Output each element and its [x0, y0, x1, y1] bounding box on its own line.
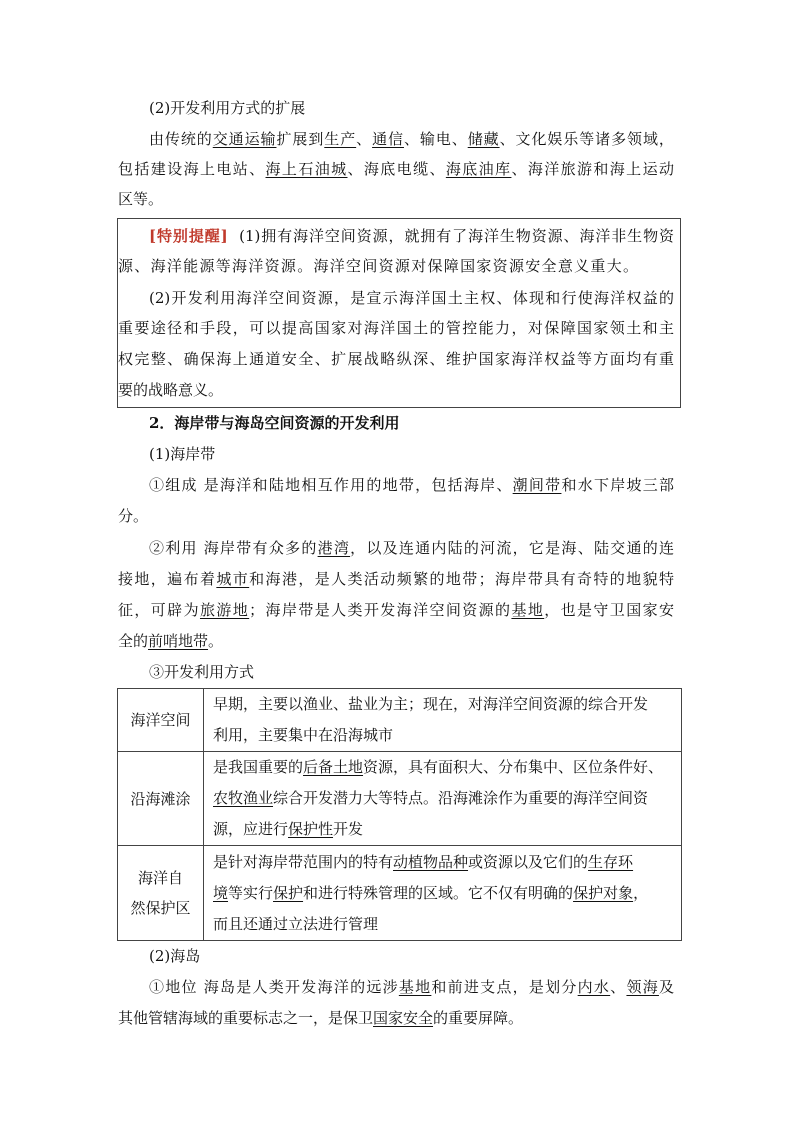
text-run: (1)拥有海洋空间资源，就拥有了海洋生物资源、海洋非生物资	[239, 227, 674, 245]
text-run: 和前进支点，是划分	[431, 978, 578, 996]
text-run: 、	[610, 978, 627, 996]
underlined-term: 保护性	[288, 820, 334, 838]
cell-line: 然保护区	[130, 899, 191, 917]
table-row-content	[204, 752, 682, 846]
subheading-development-methods: ③开发利用方式	[149, 663, 255, 681]
underlined-term: 通信	[372, 130, 404, 148]
text-run: ；海岸带是人类开发海洋空间资源的	[249, 601, 512, 619]
cell-line	[213, 752, 673, 783]
note-line-5: 权完整、确保海上通道安全、扩展战略纵深、维护国家海洋权益等方面均有重	[118, 350, 674, 368]
underlined-term: 内水	[577, 978, 611, 996]
underlined-term: 国家安全	[373, 1009, 434, 1027]
underlined-term: 生产	[324, 130, 357, 148]
text-run: 和海港，是人类活动频繁的地带；海岸带具有奇特的地貌特	[249, 570, 674, 588]
text-run: ，以及连通内陆的河流，它是海、陆交通的连	[350, 539, 674, 557]
text-run: 和进行特殊管理的区域。它不仅有明确的	[303, 883, 574, 902]
special-reminder-tag: [特别提醒]	[149, 227, 228, 245]
table-row-header: 沿海滩涂	[118, 752, 204, 846]
underlined-term: 港湾	[317, 539, 351, 557]
text-run: 、输电、	[403, 130, 468, 148]
utilization-line-2	[118, 569, 674, 589]
text-run: 或资源以及它们的	[468, 852, 589, 871]
text-run: 是我国重要的	[213, 758, 304, 776]
cell-line	[213, 814, 673, 845]
table-row-content	[204, 689, 682, 752]
text-run: 是针对海岸带范围内的特有	[213, 852, 394, 871]
underlined-term: 旅游地	[199, 601, 250, 619]
text-run: 、文化娱乐等诸多领域，	[499, 130, 674, 148]
text-run: 的重要屏障。	[433, 1009, 524, 1027]
text-run: 全的	[118, 632, 149, 650]
island-status-line-1	[149, 977, 674, 997]
underlined-term: 动植物品种	[393, 852, 469, 871]
text-run: 综合开发潜力大等特点。沿海滩涂作为重要的海洋空间资	[273, 789, 649, 807]
text-run: 其他管辖海域的重要标志之一，是保卫	[118, 1009, 374, 1027]
text-run: 、海洋旅游和海上运动	[511, 160, 674, 178]
note-line-6: 要的战略意义。	[118, 381, 224, 399]
text-run: ①组成 是海洋和陆地相互作用的地带，包括海岸、	[149, 476, 513, 494]
underlined-term: 农牧渔业	[213, 789, 274, 807]
underlined-term: 交通运输	[212, 130, 277, 148]
paragraph-expansion-line-2	[118, 159, 674, 179]
text-run: 接地，遍布着	[118, 570, 217, 588]
composition-line-2: 分。	[118, 507, 149, 525]
text-run: 由传统的	[149, 130, 213, 148]
text-run: 及	[658, 978, 674, 996]
text-run: ，也是守卫国家安	[544, 601, 674, 619]
text-run: 、海底电缆、	[347, 160, 446, 178]
note-line-1	[149, 226, 674, 246]
utilization-line-3	[118, 600, 674, 620]
underlined-term: 海底油库	[445, 160, 512, 178]
note-line-2: 源、海洋能源等海洋资源。海洋空间资源对保障国家资源安全意义重大。	[118, 257, 638, 275]
table-row	[118, 846, 682, 941]
section-heading-expansion: (2)开发利用方式的扩展	[149, 99, 306, 117]
underlined-term: 前哨地带	[148, 632, 209, 650]
note-line-3: (2)开发利用海洋空间资源，是宣示海洋国土主权、体现和行使海洋权益的	[149, 289, 674, 307]
text-run: 包括建设海上电站、	[118, 160, 266, 178]
cell-line	[213, 878, 673, 909]
underlined-term: 基地	[511, 601, 545, 619]
cell-line: 利用，主要集中在沿海城市	[213, 726, 394, 744]
underlined-term: 海上石油城	[265, 160, 348, 178]
text-run: 开发	[333, 820, 364, 838]
text-run: 和水下岸坡三部	[561, 476, 674, 494]
subheading-coastal-zone: (1)海岸带	[149, 445, 216, 463]
text-run: 扩展到	[276, 130, 325, 148]
text-run: 资源，具有面积大、分布集中、区位条件好、	[363, 758, 664, 776]
table-row-header: 海洋空间	[118, 689, 204, 752]
utilization-line-4	[118, 631, 223, 651]
section-heading-coastal: 2．海岸带与海岛空间资源的开发利用	[149, 414, 400, 432]
text-run: ②利用 海岸带有众多的	[149, 539, 318, 557]
text-run: 源，应进行	[213, 820, 289, 838]
subheading-islands: (2)海岛	[149, 947, 201, 965]
text-run: ，	[633, 883, 649, 902]
underlined-term: 生存环	[588, 852, 634, 871]
underlined-term: 保护	[273, 883, 304, 902]
table-row-content	[204, 846, 682, 941]
underlined-term: 领海	[626, 978, 659, 996]
cell-line	[213, 847, 673, 878]
underlined-term: 后备土地	[303, 758, 364, 776]
underlined-term: 储藏	[467, 130, 500, 148]
cell-line: 而且还通过立法进行管理	[213, 914, 379, 933]
cell-line: 早期，主要以渔业、盐业为主；现在，对海洋空间资源的综合开发	[213, 695, 649, 713]
utilization-line-1	[149, 538, 674, 558]
text-run: ①地位 海岛是人类开发海洋的远涉	[149, 978, 399, 996]
development-methods-table	[117, 688, 682, 941]
paragraph-expansion-line-1	[149, 129, 674, 149]
text-run: 等实行	[228, 883, 274, 902]
table-row	[118, 689, 682, 752]
underlined-term: 基地	[398, 978, 432, 996]
text-run: 、	[356, 130, 373, 148]
underlined-term: 保护对象	[573, 883, 634, 902]
note-line-4: 重要途径和手段，可以提高国家对海洋国土的管控能力，对保障国家领土和主	[118, 319, 674, 337]
text-run: 。	[208, 632, 224, 650]
text-run: 征，可辟为	[118, 601, 200, 619]
underlined-term: 城市	[216, 570, 250, 588]
cell-line	[213, 783, 673, 814]
composition-line-1	[149, 475, 674, 495]
underlined-term: 境	[213, 883, 229, 902]
table-row	[118, 752, 682, 846]
paragraph-expansion-line-3: 区等。	[118, 190, 164, 208]
cell-line: 海洋自	[137, 869, 183, 887]
underlined-term: 潮间带	[512, 476, 562, 494]
island-status-line-2	[118, 1008, 523, 1028]
table-row-header	[118, 846, 204, 941]
